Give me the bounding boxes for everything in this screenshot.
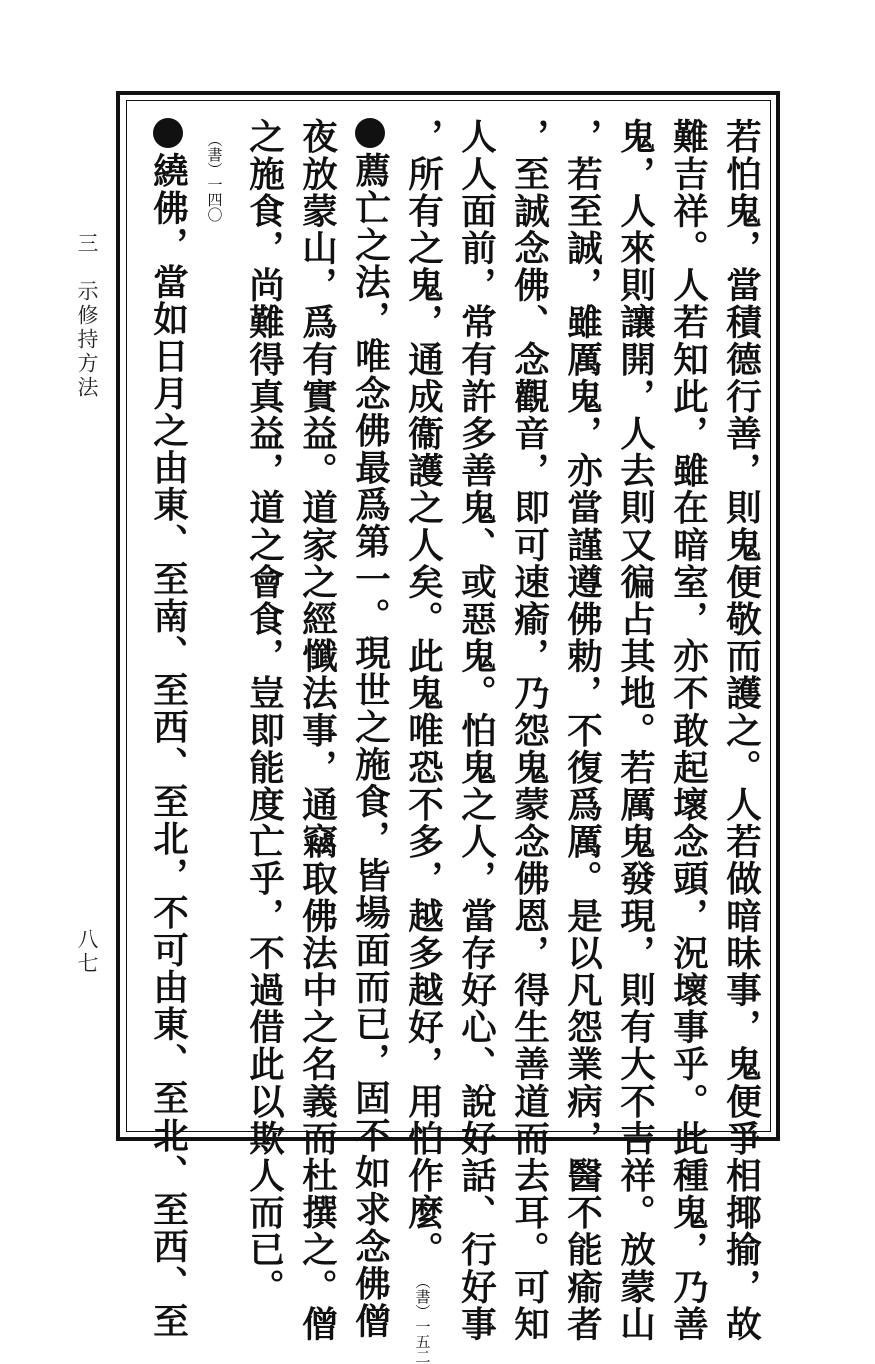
- text-column-6: 人人面前，常有許多善鬼、或惡鬼。怕鬼之人，當存好心、說好話、行好事: [455, 118, 497, 1343]
- text-column-5: ，至誠念佛、念觀音，即可速瘉，乃怨鬼蒙念佛恩，得生善道而去耳。可知: [508, 118, 550, 1343]
- text-column-4: ，若至誠，雖厲鬼，亦當謹遵佛勅，不復爲厲。是以凡怨業病，醫不能瘉者: [561, 118, 603, 1343]
- text-column-11-body: 繞佛，當如日月之由東、至南、至西、至北，不可由東、至北、至西、至: [147, 152, 189, 1340]
- bullet-icon: [355, 118, 385, 148]
- text-column-10: 之施食，尚難得真益，道之會食，豈即能度亡乎，不過借此以欺人而已。: [243, 118, 285, 1306]
- text-column-1: 若怕鬼，當積德行善，則鬼便敬而護之。人若做暗昧事，鬼便爭相揶揄，故: [720, 118, 762, 1343]
- text-column-7: [402, 118, 444, 1364]
- text-column-9: 夜放蒙山，爲有實益。道家之經懺法事，通竊取佛法中之名義而杜撰之。僧: [296, 118, 338, 1343]
- chapter-heading: 三 示修持方法: [75, 232, 99, 400]
- text-column-8: [349, 118, 391, 1340]
- text-column-11: [147, 118, 189, 1340]
- text-column-3: 鬼，人來則讓開，人去則又徧占其地。若厲鬼發現，則有大不吉祥。放蒙山: [614, 118, 656, 1343]
- bullet-icon: [153, 118, 183, 148]
- page-number: 八七: [75, 928, 99, 976]
- text-column-8-body: 薦亡之法，唯念佛最爲第一。現世之施食，皆場面而已，固不如求念佛僧: [349, 152, 391, 1340]
- source-note-1: （書）一五二: [413, 1274, 432, 1364]
- text-column-2: 難吉祥。人若知此，雖在暗室，亦不敢起壞念頭，況壞事乎。此種鬼，乃善: [667, 118, 709, 1343]
- source-note-2: （書）一四〇: [205, 132, 224, 222]
- text-column-7-body: ，所有之鬼，通成衞護之人矣。此鬼唯恐不多，越多越好，用怕作麼。: [402, 118, 444, 1269]
